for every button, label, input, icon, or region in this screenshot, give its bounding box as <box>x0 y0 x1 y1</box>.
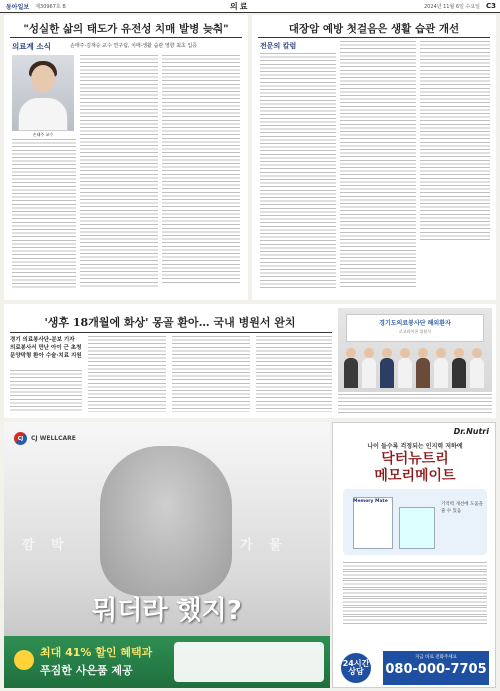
promo-detail-box <box>174 642 324 682</box>
ad-promo-strip <box>4 636 330 688</box>
article-bottom-headline: '생후 18개월에 화상' 몽골 환아… 국내 병원서 완치 <box>44 316 296 329</box>
body-text-column-1 <box>12 139 76 289</box>
supplement-icon <box>14 650 34 670</box>
cj-logo-icon: CJ <box>14 432 27 445</box>
headline-divider <box>10 332 332 333</box>
article-bottom <box>4 304 496 418</box>
body-text-column-2 <box>340 41 416 289</box>
subhead-line-2: 의료봉사서 만난 아이 근 초청 <box>10 345 82 351</box>
event-banner-title: 경기도의료봉사단 해외환자 <box>379 320 451 327</box>
advertisement-cj-wellcare <box>4 422 330 688</box>
issue-date: 2024년 11월 6일 수요일 <box>423 3 480 10</box>
column-name: 전문의 칼럼 <box>260 42 297 50</box>
headline-divider <box>258 37 490 38</box>
body-text-column-3 <box>172 336 250 412</box>
issue-number: 제30967호 B <box>35 3 66 10</box>
product-package-icon <box>353 497 393 549</box>
product-name: Memory Mate <box>353 499 388 504</box>
event-banner <box>346 314 484 342</box>
dr-nutri-logo: Dr.Nutri <box>453 427 489 436</box>
product-feature-list <box>343 561 487 645</box>
section-title: 의료 <box>230 1 250 11</box>
article-bottom-subhead <box>10 336 82 360</box>
cj-brand-name: CJ WELLCARE <box>31 435 76 442</box>
subhead-line-1: 경기 의료봉사단-분보 기자 <box>10 337 75 343</box>
page-number: C3 <box>485 2 496 10</box>
event-group-photo <box>338 308 492 392</box>
event-photo-caption <box>338 394 492 414</box>
phone-number-box <box>383 651 489 685</box>
article-left-headline: "성실한 삶의 태도가 유전성 치매 발병 늦춰" <box>23 23 229 35</box>
phone-number: 080-000-7705 <box>385 662 487 677</box>
promo-line-2: 푸짐한 사은품 제공 <box>40 664 133 677</box>
headline-divider <box>10 37 242 38</box>
body-text-column-2 <box>88 336 166 412</box>
ad-faint-text-right: 가 물 <box>240 538 288 553</box>
article-right-headline: 대장암 예방 첫걸음은 생활 습관 개선 <box>288 23 460 35</box>
subhead-line-3: 문양막형 환아 수술·치료 지원 <box>10 353 82 359</box>
promo-line-1: 최대 41% 할인 혜택과 <box>40 646 153 659</box>
phone-call-prompt: 지금 바로 전화주세요 <box>415 655 457 660</box>
product-bottle-icon <box>399 507 435 549</box>
elderly-woman-photo <box>100 446 232 596</box>
doctor-portrait-photo <box>12 55 74 131</box>
article-left-subhead: 손태주·김재승 교수 연구팀, 치매·생활 습관 영향 최초 입증 <box>70 43 197 49</box>
ad-subtitle: 나이 들수록 걱정되는 인지력 저하에 <box>367 443 463 450</box>
ad-title <box>333 451 496 485</box>
body-text-column-1 <box>10 370 82 412</box>
body-text-column-2 <box>80 55 158 289</box>
article-left <box>4 15 248 300</box>
advertisement-dr-nutri <box>332 422 496 688</box>
body-text-column-4 <box>256 336 332 412</box>
product-box <box>343 489 487 555</box>
ad-faint-text-left: 깜 박 <box>22 538 70 553</box>
24h-consultation-badge: 24시간 상담 <box>341 653 371 683</box>
event-banner-subtitle: 로고라이콘 입원식 <box>398 329 432 334</box>
cj-logo <box>14 432 76 445</box>
column-name: 의료계 소식 <box>12 42 51 51</box>
body-text-column-1 <box>260 53 336 289</box>
photo-caption: 손태주 교수 <box>32 132 54 137</box>
ad-headline: 뭐더라 했지? <box>92 596 242 626</box>
body-text-column-3 <box>162 55 240 283</box>
ad-title-line-2: 메모리메이트 <box>374 468 456 484</box>
article-right <box>252 15 496 300</box>
newspaper-name: 동아일보 <box>6 3 30 11</box>
masthead <box>0 0 500 13</box>
body-text-column-3 <box>420 41 490 241</box>
product-claim: 기억력 개선에 도움을 줄 수 있음 <box>441 502 483 514</box>
ad-title-line-1: 닥터뉴트리 <box>381 451 449 467</box>
